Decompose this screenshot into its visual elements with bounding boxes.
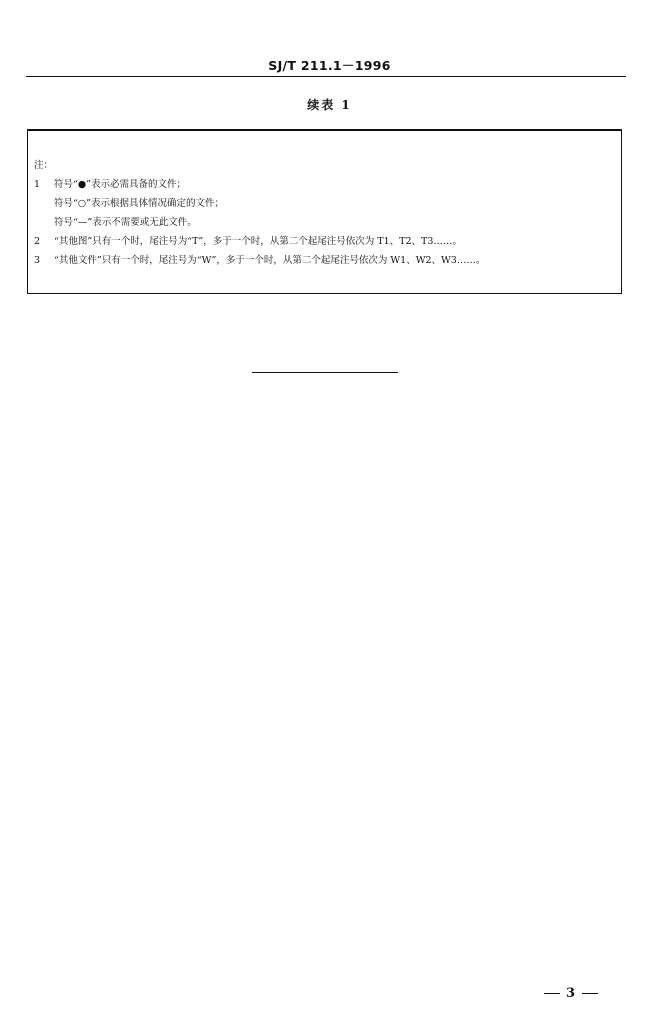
note-text: 符号“—”表示不需要或无此文件。 xyxy=(54,217,197,228)
note-text: 符号“○”表示根据具体情况确定的文件； xyxy=(54,198,225,209)
note-text: “其他文件”只有一个时，尾注号为“W”，多于一个时，从第二个起尾注号依次为 W1、W2、W3……。 xyxy=(54,255,486,266)
note-line-3 xyxy=(34,251,485,270)
note-line-1c xyxy=(34,213,485,232)
note-line-1b xyxy=(34,194,485,213)
note-text: 符号“●”表示必需具备的文件； xyxy=(54,179,187,190)
page-number-value: 3 xyxy=(566,986,577,1001)
note-line-1 xyxy=(34,175,485,194)
notes-label: 注： xyxy=(34,160,54,171)
notes-block xyxy=(34,156,485,270)
table-caption: 续表 1 xyxy=(307,98,352,112)
table-left-edge-mark xyxy=(27,131,28,148)
standard-code: SJ/T 211.1－1996 xyxy=(268,58,391,73)
header-rule xyxy=(26,76,626,77)
page-number xyxy=(538,986,604,1001)
end-of-standard-rule xyxy=(252,372,398,373)
note-line-2 xyxy=(34,232,485,251)
note-number: 3 xyxy=(34,255,41,266)
dash-left xyxy=(544,993,560,994)
note-number: 2 xyxy=(34,236,41,247)
dash-right xyxy=(582,993,598,994)
note-number: 1 xyxy=(34,179,41,190)
note-text: “其他图”只有一个时，尾注号为“T”，多于一个时，从第二个起尾注号依次为 T1、T2、T3……。 xyxy=(54,236,462,247)
